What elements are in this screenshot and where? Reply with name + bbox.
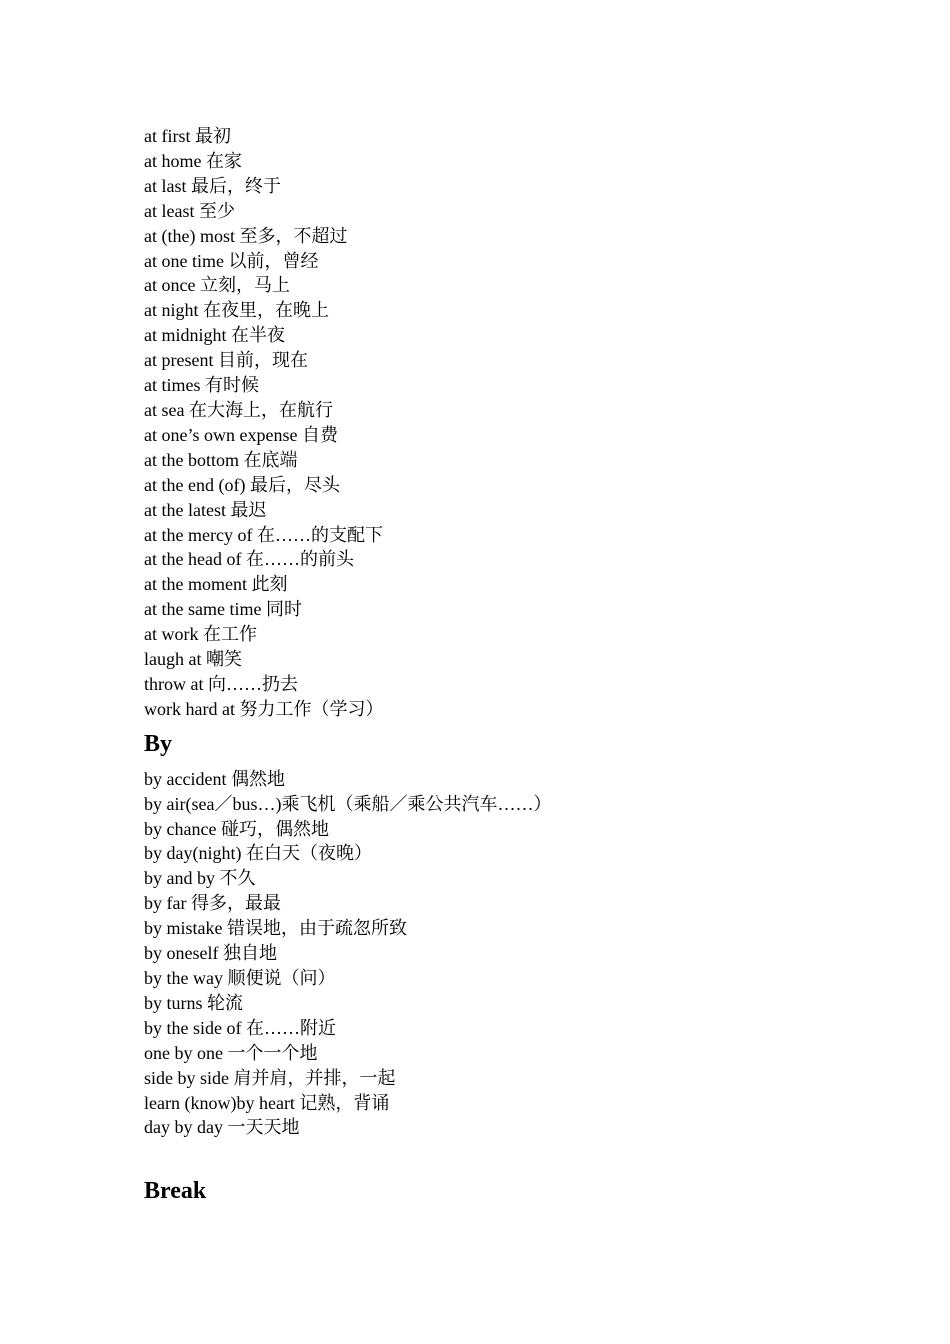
list-item: at once 立刻，马上 xyxy=(144,275,290,296)
list-item: at first 最初 xyxy=(144,126,231,146)
list-item: throw at 向……扔去 xyxy=(144,673,298,694)
list-item: at present 目前，现在 xyxy=(144,350,308,371)
list-item: by mistake 错误地，由于疏忽所致 xyxy=(144,918,407,939)
list-item: laugh at 嘲笑 xyxy=(144,649,242,670)
list-item: at the same time 同时 xyxy=(144,599,302,620)
list-item: by accident 偶然地 xyxy=(144,768,285,789)
list-item: side by side 肩并肩，并排，一起 xyxy=(144,1067,396,1088)
list-item: at the end (of) 最后，尽头 xyxy=(144,474,340,495)
list-item: by oneself 独自地 xyxy=(144,943,277,964)
section-heading-by: By xyxy=(144,730,173,757)
list-item: at work 在工作 xyxy=(144,624,257,645)
list-item: at last 最后，终于 xyxy=(144,175,281,196)
list-item: at night 在夜里，在晚上 xyxy=(144,300,329,321)
list-item: at (the) most 至多，不超过 xyxy=(144,225,348,246)
list-item: at midnight 在半夜 xyxy=(144,325,285,346)
list-item: work hard at 努力工作（学习） xyxy=(144,698,384,719)
list-item: by the side of 在……附近 xyxy=(144,1017,336,1038)
document-content xyxy=(144,124,904,1206)
list-item: at times 有时候 xyxy=(144,375,259,396)
list-item: by the way 顺便说（问） xyxy=(144,968,336,988)
list-item: one by one 一个一个地 xyxy=(144,1042,318,1063)
list-item: at least 至少 xyxy=(144,200,235,221)
at-phrase-list xyxy=(144,124,904,722)
list-item: at the latest 最迟 xyxy=(144,499,267,520)
section-heading-break: Break xyxy=(144,1178,207,1205)
by-phrase-list xyxy=(144,767,904,1141)
list-item: at the head of 在……的前头 xyxy=(144,549,354,570)
list-item: by air(sea／bus…)乘飞机（乘船／乘公共汽车……） xyxy=(144,793,552,814)
list-item: at one time 以前，曾经 xyxy=(144,250,319,271)
list-item: learn (know)by heart 记熟，背诵 xyxy=(144,1092,390,1113)
list-item: at the mercy of 在……的支配下 xyxy=(144,524,383,545)
list-item: by far 得多，最最 xyxy=(144,893,281,914)
list-item: at sea 在大海上，在航行 xyxy=(144,399,333,420)
list-item: by day(night) 在白天（夜晚） xyxy=(144,843,372,864)
list-item: by chance 碰巧，偶然地 xyxy=(144,818,329,839)
list-item: at one’s own expense 自费 xyxy=(144,424,338,445)
list-item: by turns 轮流 xyxy=(144,992,243,1013)
list-item: day by day 一天天地 xyxy=(144,1117,300,1138)
list-item: at home 在家 xyxy=(144,150,242,171)
list-item: by and by 不久 xyxy=(144,868,256,889)
list-item: at the bottom 在底端 xyxy=(144,449,298,470)
list-item: at the moment 此刻 xyxy=(144,574,288,595)
